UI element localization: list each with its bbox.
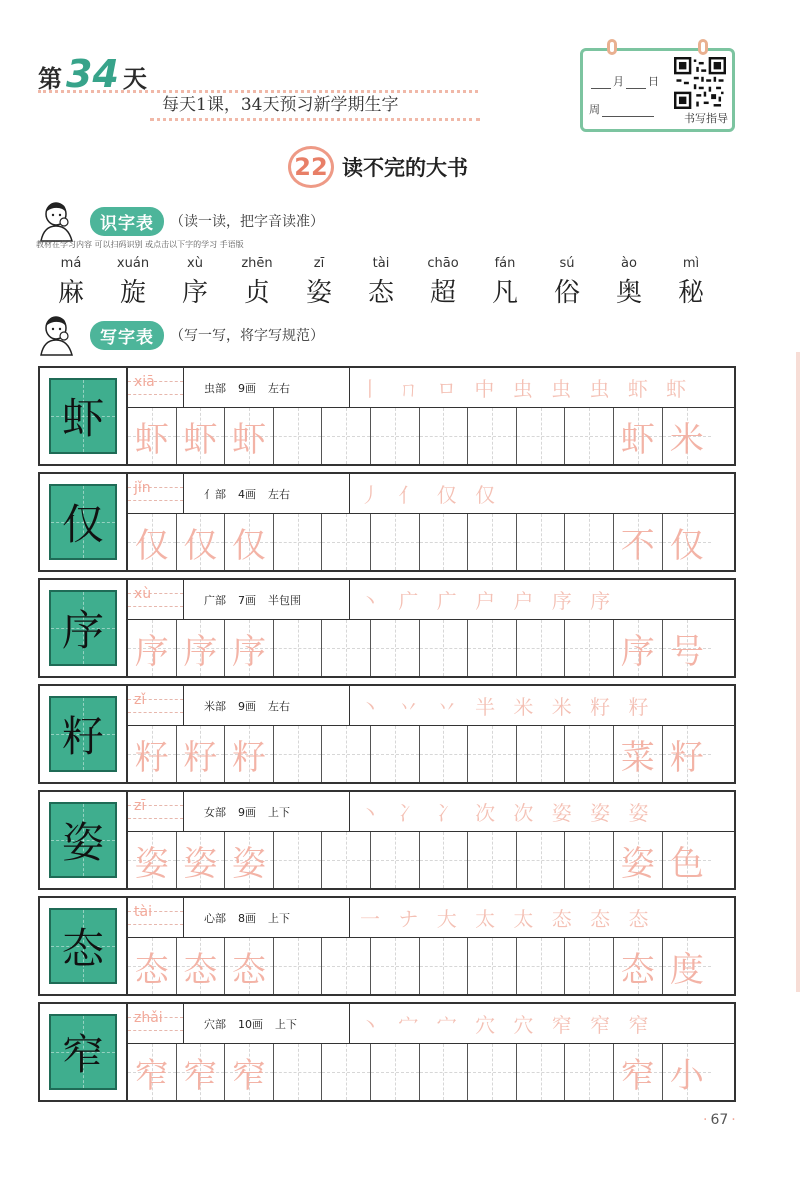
practice-cell[interactable] <box>663 408 712 464</box>
practice-cell[interactable] <box>225 938 274 994</box>
info-strokes: 10画 <box>238 1017 263 1031</box>
practice-cell[interactable] <box>371 938 420 994</box>
character-label: 凡 <box>491 278 518 308</box>
pinyin-label: ào <box>621 256 637 271</box>
model-character: 虾 <box>61 394 104 443</box>
day-blank[interactable] <box>626 75 646 89</box>
practice-cell[interactable] <box>128 832 177 888</box>
practice-cell[interactable] <box>517 620 566 676</box>
character-label: 麻 <box>57 278 84 308</box>
practice-cell[interactable] <box>517 408 566 464</box>
word-character: 菜 <box>620 737 655 778</box>
pinyin-trace: zī <box>134 798 146 814</box>
pinyin-trace: xù <box>134 586 152 602</box>
trace-character: 籽 <box>183 737 218 778</box>
writing-row <box>38 790 736 890</box>
pinyin-box[interactable] <box>128 792 184 831</box>
trace-character: 窄 <box>134 1055 169 1096</box>
recognize-item <box>40 256 102 310</box>
practice-cell[interactable] <box>517 726 566 782</box>
practice-cell[interactable] <box>420 408 469 464</box>
practice-cell[interactable] <box>371 408 420 464</box>
pinyin-box[interactable] <box>128 580 184 619</box>
recognize-item <box>536 256 598 310</box>
recognize-item <box>598 256 660 310</box>
trace-character: 序 <box>183 631 218 672</box>
model-cell <box>40 580 128 676</box>
practice-cell[interactable] <box>177 832 226 888</box>
practice-cell[interactable] <box>420 832 469 888</box>
practice-cell[interactable] <box>322 514 371 570</box>
write-desc: （写一写，将字写规范） <box>170 328 324 344</box>
practice-cell[interactable] <box>468 726 517 782</box>
pinyin-trace: zǐ <box>134 692 146 708</box>
pinyin-label: mì <box>682 256 700 271</box>
practice-cell[interactable] <box>177 726 226 782</box>
model-character: 籽 <box>61 712 104 761</box>
recognize-item <box>226 256 288 310</box>
trace-character: 姿 <box>134 843 169 884</box>
practice-cell[interactable] <box>663 514 712 570</box>
lesson-name: 读不完的大书 <box>342 156 468 180</box>
page-edge-mark <box>796 352 800 992</box>
word-character: 序 <box>620 631 655 672</box>
week-label: 周 <box>589 103 600 116</box>
character-label: 姿 <box>305 278 332 308</box>
model-cell <box>40 1004 128 1100</box>
practice-cell[interactable] <box>225 620 274 676</box>
trace-character: 态 <box>134 949 169 990</box>
recognize-item <box>288 256 350 310</box>
practice-cell[interactable] <box>274 726 323 782</box>
writing-row <box>38 472 736 572</box>
writing-row <box>38 578 736 678</box>
page-subtitle: 每天1课，34天预习新学期生字 <box>162 95 399 115</box>
recognize-tag: 识字表 <box>90 207 164 236</box>
practice-cell[interactable] <box>177 408 226 464</box>
date-fields <box>589 61 673 127</box>
pinyin-label: sú <box>559 256 575 271</box>
stroke-order: 丶 广 广 户 户 序 序 <box>360 589 617 613</box>
stroke-order: 丶 宀 宀 穴 穴 窄 窄 窄 <box>360 1013 655 1037</box>
practice-cell[interactable] <box>420 938 469 994</box>
practice-cell[interactable] <box>371 620 420 676</box>
practice-cell[interactable] <box>225 408 274 464</box>
qr-code-icon[interactable] <box>674 57 726 109</box>
info-radical: 虫部 <box>204 381 226 395</box>
character-info <box>184 792 350 831</box>
practice-cell[interactable] <box>225 1044 274 1100</box>
character-label: 序 <box>181 278 208 308</box>
word-character: 度 <box>669 949 704 990</box>
model-cell <box>40 686 128 782</box>
pinyin-box[interactable] <box>128 368 184 407</box>
trace-character: 仅 <box>134 525 169 566</box>
info-radical: 米部 <box>204 699 226 713</box>
trace-character: 态 <box>231 949 266 990</box>
binder-ring-icon <box>607 39 617 55</box>
lesson-number-badge: 22 <box>288 146 334 188</box>
practice-cell[interactable] <box>128 620 177 676</box>
info-structure: 左右 <box>268 381 290 395</box>
word-character: 不 <box>620 525 655 566</box>
info-strokes: 9画 <box>238 805 256 819</box>
practice-cell[interactable] <box>565 514 614 570</box>
reading-child-icon <box>36 200 84 242</box>
practice-cell[interactable] <box>371 514 420 570</box>
writing-row <box>38 1002 736 1102</box>
practice-cell[interactable] <box>468 832 517 888</box>
info-radical: 亻部 <box>204 487 226 501</box>
practice-cell[interactable] <box>565 408 614 464</box>
trace-character: 虾 <box>231 419 266 460</box>
info-strokes: 8画 <box>238 911 256 925</box>
info-strokes: 4画 <box>238 487 256 501</box>
trace-character: 姿 <box>231 843 266 884</box>
practice-cell[interactable] <box>420 620 469 676</box>
word-character: 小 <box>669 1055 704 1096</box>
practice-cell[interactable] <box>274 1044 323 1100</box>
character-label: 贞 <box>243 278 270 308</box>
day-label: 日 <box>648 75 659 88</box>
info-structure: 上下 <box>268 805 290 819</box>
practice-cell[interactable] <box>177 938 226 994</box>
info-radical: 广部 <box>204 593 226 607</box>
practice-cell[interactable] <box>468 408 517 464</box>
practice-cell[interactable] <box>663 1044 712 1100</box>
info-strokes: 9画 <box>238 381 256 395</box>
practice-cell[interactable] <box>663 620 712 676</box>
trace-character: 窄 <box>231 1055 266 1096</box>
word-character: 姿 <box>620 843 655 884</box>
practice-cell[interactable] <box>614 1044 663 1100</box>
writing-row <box>38 684 736 784</box>
word-character: 色 <box>669 843 704 884</box>
write-header <box>36 314 324 356</box>
practice-cell[interactable] <box>128 938 177 994</box>
pinyin-label: zhēn <box>241 256 273 271</box>
practice-cell[interactable] <box>420 514 469 570</box>
info-strokes: 9画 <box>238 699 256 713</box>
pinyin-box[interactable] <box>128 686 184 725</box>
model-character-box <box>49 908 117 984</box>
write-tag: 写字表 <box>90 321 164 350</box>
model-cell <box>40 898 128 994</box>
trace-character: 姿 <box>183 843 218 884</box>
info-structure: 上下 <box>275 1017 297 1031</box>
day-prefix: 第 <box>38 64 62 93</box>
month-blank[interactable] <box>591 75 611 89</box>
model-cell <box>40 474 128 570</box>
model-cell <box>40 792 128 888</box>
character-label: 秘 <box>677 278 704 308</box>
recognize-item <box>164 256 226 310</box>
stroke-order: 丿 亻 仅 仅 <box>360 483 502 507</box>
character-info <box>184 580 350 619</box>
trace-character: 窄 <box>183 1055 218 1096</box>
model-character: 序 <box>61 606 104 655</box>
practice-cell[interactable] <box>371 1044 420 1100</box>
practice-cell[interactable] <box>274 620 323 676</box>
info-radical: 女部 <box>204 805 226 819</box>
practice-cell[interactable] <box>565 1044 614 1100</box>
pinyin-label: xuán <box>116 256 150 271</box>
trace-character: 仅 <box>231 525 266 566</box>
recognize-item <box>474 256 536 310</box>
recognize-list <box>40 256 722 310</box>
practice-cell[interactable] <box>614 726 663 782</box>
practice-cell[interactable] <box>517 938 566 994</box>
pinyin-label: zī <box>313 256 325 271</box>
practice-cell[interactable] <box>322 938 371 994</box>
binder-ring-icon <box>698 39 708 55</box>
model-character-box <box>49 378 117 454</box>
trace-character: 虾 <box>183 419 218 460</box>
reading-child-icon <box>36 314 84 356</box>
practice-cell[interactable] <box>371 832 420 888</box>
character-info <box>184 1004 350 1043</box>
stroke-order: 一 ナ 大 太 太 态 态 态 <box>360 907 655 931</box>
character-label: 态 <box>367 278 394 308</box>
practice-cell[interactable] <box>177 514 226 570</box>
practice-cell[interactable] <box>468 1044 517 1100</box>
word-character: 态 <box>620 949 655 990</box>
recognize-caption: 教材在学习内容 可以扫码识别 或点击以下字的学习 手语版 <box>36 240 244 249</box>
stroke-order: 丶 丷 丷 半 米 米 籽 籽 <box>360 695 655 719</box>
practice-cell[interactable] <box>663 938 712 994</box>
model-character-box <box>49 802 117 878</box>
model-character: 仅 <box>61 500 104 549</box>
practice-cell[interactable] <box>322 620 371 676</box>
character-label: 奥 <box>615 278 642 308</box>
trace-character: 籽 <box>231 737 266 778</box>
practice-cell[interactable] <box>177 1044 226 1100</box>
practice-cell[interactable] <box>128 1044 177 1100</box>
practice-cell[interactable] <box>128 514 177 570</box>
pinyin-trace: tài <box>134 904 152 920</box>
trace-character: 序 <box>134 631 169 672</box>
practice-cell[interactable] <box>322 1044 371 1100</box>
practice-cell[interactable] <box>225 514 274 570</box>
trace-character: 序 <box>231 631 266 672</box>
stroke-order: 丶 冫 冫 次 次 姿 姿 姿 <box>360 801 655 825</box>
pinyin-label: má <box>60 256 82 271</box>
page-number: · 67 · <box>700 1112 739 1128</box>
stroke-order: 丨 ㄇ ㅁ 中 虫 虫 虫 虾 虾 <box>360 377 693 401</box>
practice-cell[interactable] <box>177 620 226 676</box>
practice-cell[interactable] <box>322 832 371 888</box>
trace-character: 态 <box>183 949 218 990</box>
character-info <box>184 368 350 407</box>
model-cell <box>40 368 128 464</box>
practice-cell[interactable] <box>274 938 323 994</box>
practice-cell[interactable] <box>322 726 371 782</box>
info-structure: 左右 <box>268 487 290 501</box>
pinyin-box[interactable] <box>128 898 184 937</box>
info-strokes: 7画 <box>238 593 256 607</box>
day-suffix: 天 <box>122 64 147 93</box>
trace-character: 籽 <box>134 737 169 778</box>
pinyin-label: fán <box>494 256 516 271</box>
character-label: 超 <box>429 278 456 308</box>
practice-cell[interactable] <box>614 938 663 994</box>
model-character-box <box>49 696 117 772</box>
practice-cell[interactable] <box>517 514 566 570</box>
word-character: 虾 <box>620 419 655 460</box>
lesson-title <box>288 146 468 188</box>
pinyin-trace: jǐn <box>134 480 151 496</box>
trace-character: 仅 <box>183 525 218 566</box>
dotted-divider-2 <box>150 118 480 121</box>
practice-cell[interactable] <box>274 832 323 888</box>
practice-cell[interactable] <box>420 726 469 782</box>
practice-cell[interactable] <box>128 726 177 782</box>
word-character: 米 <box>669 419 704 460</box>
practice-cell[interactable] <box>322 408 371 464</box>
practice-cell[interactable] <box>565 726 614 782</box>
practice-cell[interactable] <box>663 832 712 888</box>
word-character: 仅 <box>669 525 704 566</box>
recognize-header <box>36 200 324 242</box>
pinyin-label: tài <box>372 256 390 271</box>
practice-cell[interactable] <box>274 514 323 570</box>
word-character: 号 <box>669 631 704 672</box>
character-info <box>184 474 350 513</box>
practice-cell[interactable] <box>565 620 614 676</box>
practice-cell[interactable] <box>565 938 614 994</box>
model-character: 态 <box>61 924 104 973</box>
pinyin-trace: xiā <box>134 374 155 390</box>
pinyin-label: chāo <box>427 256 459 271</box>
info-radical: 心部 <box>204 911 226 925</box>
writing-row <box>38 896 736 996</box>
pinyin-box[interactable] <box>128 1004 184 1043</box>
practice-cell[interactable] <box>663 726 712 782</box>
writing-row <box>38 366 736 466</box>
recognize-item <box>350 256 412 310</box>
recognize-item <box>660 256 722 310</box>
practice-cell[interactable] <box>468 938 517 994</box>
qr-label: 书写指导 <box>684 112 728 125</box>
practice-cell[interactable] <box>420 1044 469 1100</box>
day-number: 34 <box>66 52 119 96</box>
pinyin-trace: zhǎi <box>134 1010 163 1026</box>
word-character: 籽 <box>669 737 704 778</box>
recognize-item <box>412 256 474 310</box>
info-structure: 左右 <box>268 699 290 713</box>
info-structure: 上下 <box>268 911 290 925</box>
practice-cell[interactable] <box>614 832 663 888</box>
week-blank[interactable] <box>602 103 654 117</box>
character-info <box>184 898 350 937</box>
practice-cell[interactable] <box>225 832 274 888</box>
practice-cell[interactable] <box>274 408 323 464</box>
pinyin-box[interactable] <box>128 474 184 513</box>
practice-cell[interactable] <box>614 620 663 676</box>
pinyin-label: xù <box>187 256 203 271</box>
practice-cell[interactable] <box>468 620 517 676</box>
character-info <box>184 686 350 725</box>
practice-cell[interactable] <box>517 832 566 888</box>
info-structure: 半包围 <box>268 593 301 607</box>
model-character-box <box>49 590 117 666</box>
practice-cell[interactable] <box>517 1044 566 1100</box>
practice-cell[interactable] <box>468 514 517 570</box>
recognize-desc: （读一读，把字音读准） <box>170 214 324 230</box>
model-character: 姿 <box>61 818 104 867</box>
character-label: 俗 <box>553 278 580 308</box>
date-card <box>580 48 735 132</box>
practice-cell[interactable] <box>225 726 274 782</box>
word-character: 窄 <box>620 1055 655 1096</box>
trace-character: 虾 <box>134 419 169 460</box>
practice-cell[interactable] <box>371 726 420 782</box>
character-label: 旋 <box>119 278 146 308</box>
recognize-item <box>102 256 164 310</box>
practice-cell[interactable] <box>614 514 663 570</box>
model-character-box <box>49 1014 117 1090</box>
practice-cell[interactable] <box>128 408 177 464</box>
model-character-box <box>49 484 117 560</box>
practice-cell[interactable] <box>565 832 614 888</box>
model-character: 窄 <box>61 1030 104 1079</box>
writing-rows <box>38 366 736 1108</box>
info-radical: 穴部 <box>204 1017 226 1031</box>
month-label: 月 <box>613 75 624 88</box>
practice-cell[interactable] <box>614 408 663 464</box>
